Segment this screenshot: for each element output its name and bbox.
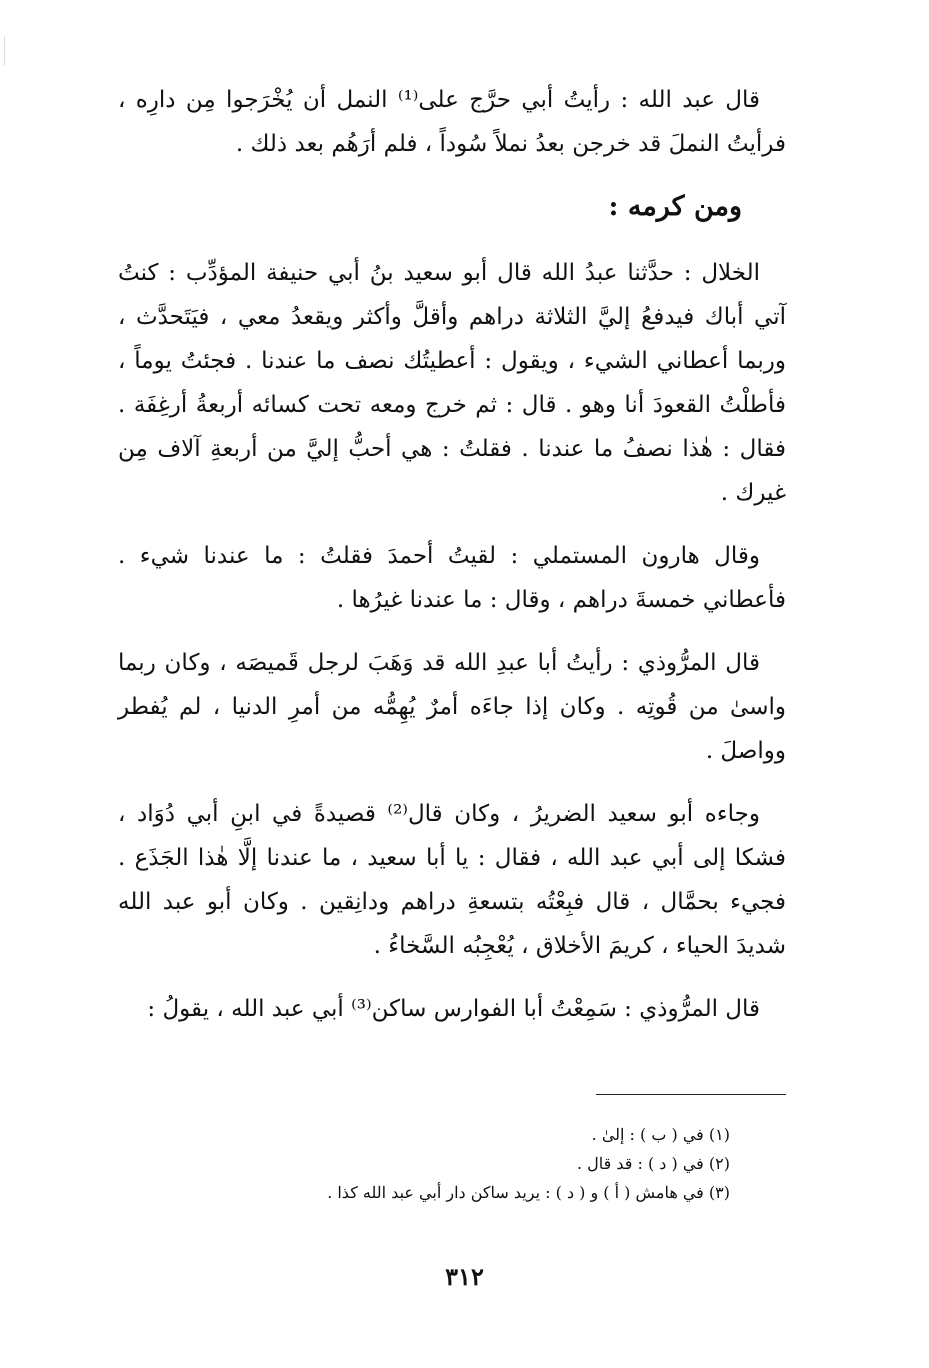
footnotes: [200, 1120, 730, 1207]
footnote-separator: [596, 1094, 786, 1095]
paragraph-marwazi-shirt: قال المرُّوذي : رأيتُ أبا عبدِ الله قد وَهَبَ لرجل قَميصَه ، وكان ربما واسىٰ من قُوتِه . وكان إذا جاءَه أمرٌ يُهِمُّه من أمرِ الدنيا ، لم يُفطر وواصلَ .: [118, 650, 786, 764]
page-number: ٣١٢: [445, 1262, 484, 1291]
paragraph-harun: وقال هارون المستملي : لقيتُ أحمدَ فقلتُ : ما عندنا شيء . فأعطاني خمسةَ دراهم ، وقال : ما عندنا غيرُها .: [118, 543, 786, 613]
section-heading-generosity: ومن كرمه :: [608, 191, 742, 222]
paragraph-ants: قال عبد الله : رأيتُ أبي حرَّج على⁽¹⁾ النمل أن يُخْرَجوا مِن دارِه ، فرأيتُ النملَ قد خرجن بعدُ نملاً سُوداً ، فلم أرَهُم بعد ذلك .: [118, 87, 786, 157]
footnote-2: (٢) في ( د ) : قد قال .: [576, 1154, 730, 1173]
scan-margin-mark: [4, 36, 5, 66]
paragraph-khallal: الخلال : حدَّثنا عبدُ الله قال أبو سعيد بنُ أبي حنيفة المؤدِّب : كنتُ آتي أباك فيدفعُ إليَّ الثلاثة دراهم وأقلَّ وأكثر ويقعدُ معي ، فيَتَحدَّث ، وربما أعطاني الشيء ، ويقول : أعطيتُك نصف ما عندنا . فجئتُ يوماً ، فأطلْتُ القعودَ أنا وهو . قال : ثم خرج ومعه تحت كسائه أربعةُ أرغِفَة . فقال : هٰذا نصفُ ما عندنا . فقلتُ : هي أحبُّ إليَّ من أربعةِ آلاف مِن غيرك .: [118, 260, 786, 506]
paragraph-marwazi-heard: قال المرُّوذي : سَمِعْتُ أبا الفوارس ساكن⁽³⁾ أبي عبد الله ، يقولُ :: [147, 996, 760, 1022]
paragraph-abu-said: وجاءه أبو سعيد الضريرُ ، وكان قال⁽²⁾ قصيدةً في ابنِ أبي دُوَاد ، فشكا إلى أبي عبد الله ، فقال : يا أبا سعيد ، ما عندنا إلَّا هٰذا الجَذَع . فجيء بحمَّال ، قال فبِعْتُه بتسعةِ دراهم ودانِقين . وكان أبو عبد الله شديدَ الحياء ، كريمَ الأخلاق ، يُعْجِبُه السَّخاءُ .: [118, 801, 786, 959]
footnote-1: (١) في ( ب ) : إلىٰ .: [591, 1125, 730, 1144]
page-body: [118, 78, 786, 1050]
footnote-3: (٣) في هامش ( أ ) و ( د ) : يريد ساكن دار أبي عبد الله كذا .: [327, 1183, 730, 1202]
